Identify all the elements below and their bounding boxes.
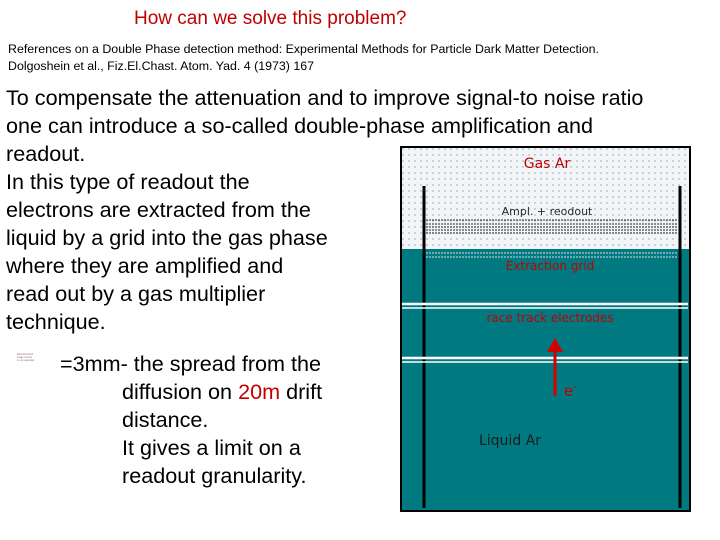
reference-line: References on a Double Phase detection method: Experimental Methods for Particle Dark Matter Detection. [8, 42, 599, 56]
text-line: readout. [6, 141, 86, 166]
references [8, 41, 599, 75]
spread-line: diffusion on 20m drift [122, 379, 323, 404]
spread-line: It gives a limit on a [122, 435, 301, 460]
extraction-grid-label: Extraction grid [505, 259, 595, 273]
embedded-image-placeholder: Microsoft Word image content is not supported [17, 353, 35, 362]
text-line: liquid by a grid into the gas phase [6, 225, 328, 250]
slide-title: How can we solve this problem? [134, 8, 407, 29]
reference-line: Dolgoshein et al., Fiz.El.Chast. Atom. Yad. 4 (1973) 167 [8, 59, 315, 73]
text-line: one can introduce a so-called double-phase amplification and [6, 113, 594, 138]
text-line: where they are amplified and [6, 253, 284, 278]
spread-line: readout granularity. [122, 463, 307, 488]
spread-line: distance. [122, 407, 209, 432]
text-line: In this type of readout the [6, 169, 250, 194]
text-line: electrons are extracted from the [6, 197, 311, 222]
spread-text [60, 350, 322, 490]
drift-length: 20m [238, 379, 281, 404]
gas-ar-label: Gas Ar [523, 156, 571, 172]
text-line: To compensate the attenuation and to improve signal-to noise ratio [6, 85, 644, 110]
spread-line: =3mm- the spread from the [60, 351, 322, 376]
double-phase-detector-diagram [400, 146, 692, 512]
race-track-label: race track electrodes [486, 311, 614, 325]
text-line: read out by a gas multiplier [6, 281, 266, 306]
liquid-region [401, 249, 690, 511]
ampl-readout-label: Ampl. + reodout [501, 205, 593, 218]
text-line: technique. [6, 309, 106, 334]
liquid-ar-label: Liquid Ar [478, 433, 542, 449]
electron-label: e- [564, 380, 578, 400]
